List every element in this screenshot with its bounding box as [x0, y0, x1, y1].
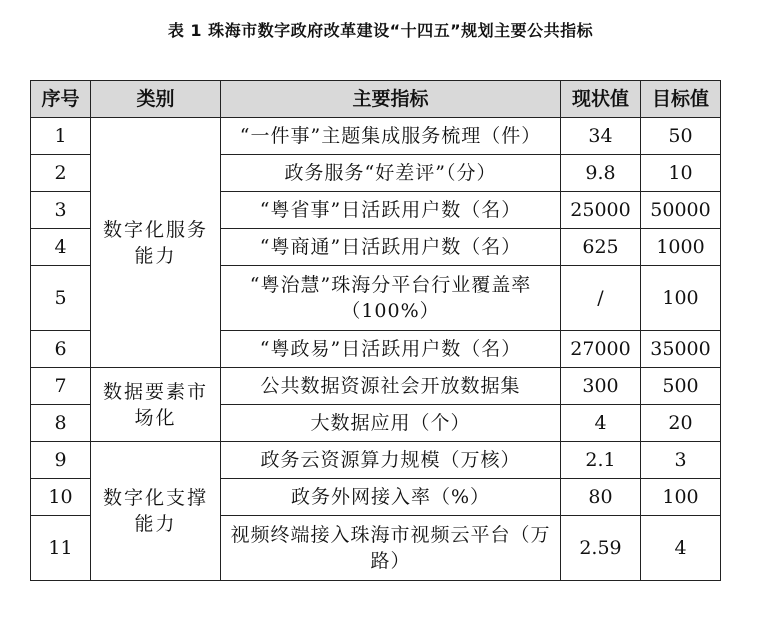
row-seq: 11 — [31, 516, 91, 581]
table-row — [31, 368, 721, 405]
row-indicator: 大数据应用（个） — [221, 405, 561, 442]
row-indicator: 政务服务“好差评”（分） — [221, 155, 561, 192]
row-current: 27000 — [561, 331, 641, 368]
row-seq: 9 — [31, 442, 91, 479]
row-target: 3 — [641, 442, 721, 479]
row-current: 4 — [561, 405, 641, 442]
category-cell: 数字化服务能力 — [91, 118, 221, 368]
row-target: 20 — [641, 405, 721, 442]
row-seq: 8 — [31, 405, 91, 442]
row-target: 10 — [641, 155, 721, 192]
row-current: 625 — [561, 229, 641, 266]
indicators-table — [30, 80, 721, 581]
row-target: 500 — [641, 368, 721, 405]
row-indicator: “粤省事”日活跃用户数（名） — [221, 192, 561, 229]
row-indicator: “粤商通”日活跃用户数（名） — [221, 229, 561, 266]
row-current: 9.8 — [561, 155, 641, 192]
row-target: 35000 — [641, 331, 721, 368]
table-header-row — [31, 81, 721, 118]
table-row — [31, 442, 721, 479]
header-category: 类别 — [91, 81, 221, 118]
category-cell: 数字化支撑能力 — [91, 442, 221, 581]
row-seq: 6 — [31, 331, 91, 368]
row-indicator: “粤治慧”珠海分平台行业覆盖率（100%） — [221, 266, 561, 331]
row-target: 4 — [641, 516, 721, 581]
row-seq: 2 — [31, 155, 91, 192]
row-indicator: 政务云资源算力规模（万核） — [221, 442, 561, 479]
row-indicator: “粤政易”日活跃用户数（名） — [221, 331, 561, 368]
row-target: 100 — [641, 266, 721, 331]
row-seq: 4 — [31, 229, 91, 266]
row-indicator: 视频终端接入珠海市视频云平台（万路） — [221, 516, 561, 581]
row-seq: 1 — [31, 118, 91, 155]
row-current: 80 — [561, 479, 641, 516]
header-indicator: 主要指标 — [221, 81, 561, 118]
row-indicator: 政务外网接入率（%） — [221, 479, 561, 516]
header-seq: 序号 — [31, 81, 91, 118]
row-current: 300 — [561, 368, 641, 405]
row-seq: 3 — [31, 192, 91, 229]
row-current: 2.59 — [561, 516, 641, 581]
row-target: 50000 — [641, 192, 721, 229]
row-target: 50 — [641, 118, 721, 155]
header-current: 现状值 — [561, 81, 641, 118]
row-current: 2.1 — [561, 442, 641, 479]
row-seq: 5 — [31, 266, 91, 331]
row-current: 34 — [561, 118, 641, 155]
table-caption: 表 1 珠海市数字政府改革建设“十四五”规划主要公共指标 — [167, 21, 594, 40]
row-seq: 7 — [31, 368, 91, 405]
row-current: / — [561, 266, 641, 331]
header-target: 目标值 — [641, 81, 721, 118]
row-indicator: 公共数据资源社会开放数据集 — [221, 368, 561, 405]
row-indicator: “一件事”主题集成服务梳理（件） — [221, 118, 561, 155]
row-current: 25000 — [561, 192, 641, 229]
category-cell: 数据要素市场化 — [91, 368, 221, 442]
row-target: 1000 — [641, 229, 721, 266]
row-target: 100 — [641, 479, 721, 516]
table-row — [31, 118, 721, 155]
row-seq: 10 — [31, 479, 91, 516]
